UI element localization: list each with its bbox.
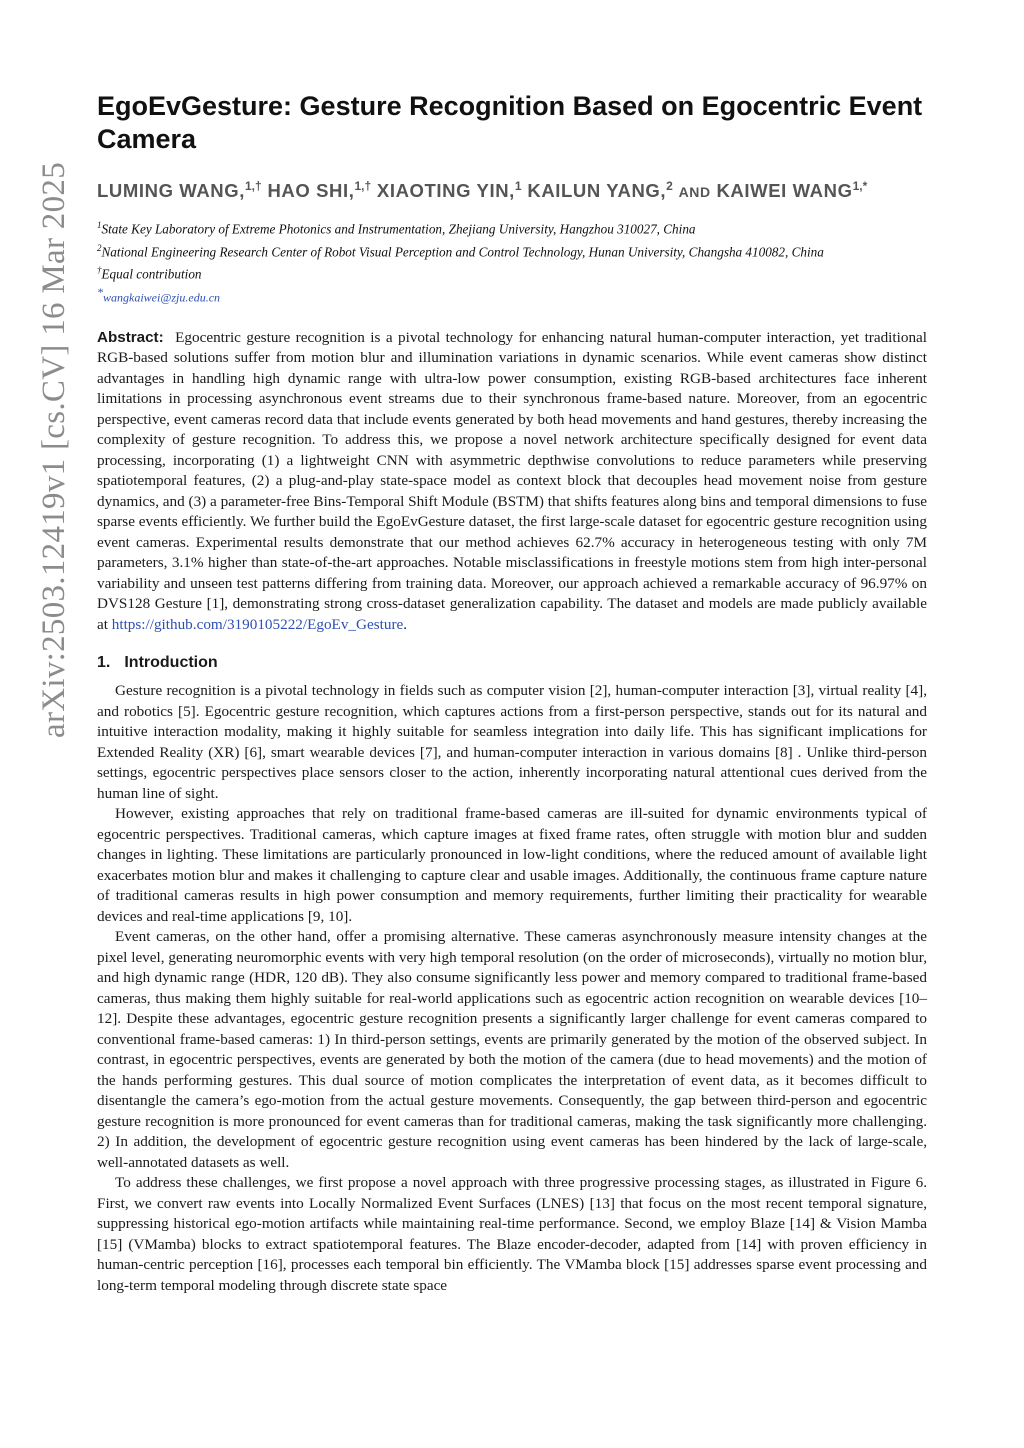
author: KAIWEI $WANG^{1,*}$	[716, 179, 868, 202]
author: XIAOTING YIN,$^1$	[376, 179, 522, 202]
author-conjunction: AND	[678, 184, 711, 201]
affiliation: $^1$State Key Laboratory of Extreme Photonics and Instrumentation, Zhejiang University, Hangzhou 310027, China	[97, 220, 696, 237]
affiliation: †Equal contribution	[97, 264, 202, 282]
author: HAO SHI,$^{1,\dagger}$	[267, 179, 372, 202]
abstract: Abstract: Egocentric gesture recognition is a pivotal technology for enhancing natural human-computer interaction, yet traditional RGB-based solutions suffer from motion blur and illumination variations in dynamic scenarios. While event cameras show distinct advantages in handling high dynamic range with ultra-low power consumption, existing RGB-based architectures face inherent limitations in processing asynchronous event streams due to their synchronous frame-based nature. Moreover, from an egocentric perspective, event cameras record data that include events generated by both head movements and hand gestures, thereby increasing the complexity of gesture recognition. To address this, we propose a novel network architecture specifically designed for event data processing, incorporating (1) a lightweight CNN with asymmetric depthwise convolutions to reduce parameters while preserving spatiotemporal features, (2) a plug-and-play state-space model as context block that decouples head movement noise from gesture dynamics, and (3) a parameter-free Bins-Temporal Shift Module (BSTM) that shifts features along bins and temporal dimensions to fuse sparse events efficiently. We further build the EgoEvGesture dataset, the first large-scale dataset for egocentric gesture recognition using event cameras. Experimental results demonstrate that our method achieves 62.7% accuracy in heterogeneous testing with only 7M parameters, 3.1% higher than state-of-the-art approaches. Notable misclassifications in freestyle motions stem from high inter-personal variability and unseen test patterns differing from training data. Moreover, our approach achieved a remarkable accuracy of 96.97% on DVS128 Gesture [1], demonstrating strong cross-dataset generalization capability. The dataset and models are made publicly available at https://github.com/3190105222/EgoEv_Gesture.	[97, 328, 927, 633]
paper-title: EgoEvGesture: Gesture Recognition Based on Egocentric Event Camera	[97, 91, 923, 154]
arxiv-identifier: arXiv:2503.12419v1 [cs.CV] 16 Mar 2025	[36, 162, 72, 738]
section-heading-introduction: 1. Introduction	[97, 654, 218, 672]
affiliations	[97, 216, 927, 308]
paragraph: However, existing approaches that rely on traditional frame-based cameras are ill-suited for dynamic environments typical of egocentric perspectives. Traditional cameras, which capture images at fixed frame rates, often struggle with motion blur and sudden changes in lighting. These limitations are particularly pronounced in low-light conditions, where the reduced amount of available light exacerbates motion blur and makes it challenging to capture clear and usable images. Additionally, the continuous frame capture nature of traditional cameras results in high power consumption and memory requirements, further limiting their practicality for wearable devices and real-time applications [9, 10].	[97, 805, 927, 925]
author-list	[97, 174, 927, 204]
author: KAILUN YANG,$^2$	[527, 179, 673, 202]
abstract-text: Egocentric gesture recognition is a pivotal technology for enhancing natural human-computer interaction, yet traditional RGB-based solutions suffer from motion blur and illumination variations in dynamic scenarios. While event cameras show distinct advantages in handling high dynamic range with ultra-low power consumption, existing RGB-based architectures face inherent limitations in processing asynchronous event streams due to their synchronous frame-based nature. Moreover, from an egocentric perspective, event cameras record data that include events generated by both head movements and hand gestures, thereby increasing the complexity of gesture recognition. To address this, we propose a novel network architecture specifically designed for event data processing, incorporating (1) a lightweight CNN with asymmetric depthwise convolutions to reduce parameters while preserving spatiotemporal features, (2) a plug-and-play state-space model as context block that decouples head movement noise from gesture dynamics, and (3) a parameter-free Bins-Temporal Shift Module (BSTM) that shifts features along bins and temporal dimensions to fuse sparse events efficiently. We further build the EgoEvGesture dataset, the first large-scale dataset for egocentric gesture recognition using event cameras. Experimental results demonstrate that our method achieves 62.7% accuracy in heterogeneous testing with only 7M parameters, 3.1% higher than state-of-the-art approaches. Notable misclassifications in freestyle motions stem from high inter-personal variability and unseen test patterns differing from training data. Moreover, our approach achieved a remarkable accuracy of 96.97% on DVS128 Gesture [1], demonstrating strong cross-dataset generalization capability. The dataset and models are made publicly available at	[97, 328, 927, 633]
abstract-heading: Abstract:	[97, 328, 164, 346]
paper-page	[97, 90, 927, 1296]
author: LUMING WANG,$^{1,\dagger}$	[97, 179, 262, 202]
contact-email[interactable]: *wangkaiwei@zju.edu.cn	[97, 285, 221, 305]
paragraph: To address these challenges, we first propose a novel approach with three progressive processing stages, as illustrated in Figure 6. First, we convert raw events into Locally Normalized Event Surfaces (LNES) [13] that focus on the most recent temporal signature, suppressing historical ego-motion artifacts while maintaining real-time performance. Second, we employ Blaze [14] & Vision Mamba [15] (VMamba) blocks to extract spatiotemporal features. The Blaze encoder-decoder, adapted from [14] with proven efficiency in human-centric perception [16], processes each temporal bin efficiently. The VMamba block [15] addresses sparse event processing and long-term temporal modeling through discrete state space	[97, 1174, 927, 1294]
paragraph: Gesture recognition is a pivotal technology in fields such as computer vision [2], human-computer interaction [3], virtual reality [4], and robotics [5]. Egocentric gesture recognition, which captures actions from a first-person perspective, stands out for its natural and intuitive interaction modality, making it highly suitable for seamless integration into daily life. This has significant implications for Extended Reality (XR) [6], smart wearable devices [7], and human-computer interaction in various domains [8] . Unlike third-person settings, egocentric perspectives place sensors closer to the action, inherently incorporating natural attentional cues derived from the human line of sight.	[97, 682, 927, 802]
paragraph: Event cameras, on the other hand, offer a promising alternative. These cameras asynchronously measure intensity changes at the pixel level, generating neuromorphic events with very high temporal resolution (on the order of microseconds), virtually no motion blur, and high dynamic range (HDR, 120 dB). They also consume significantly less power and memory compared to traditional frame-based cameras, thus making them highly suitable for real-world applications such as egocentric action recognition on wearable devices [10–12]. Despite these advantages, egocentric gesture recognition presents a significantly larger challenge for event cameras compared to conventional frame-based cameras: 1) In third-person settings, events are primarily generated by the motion of the observed subject. In contrast, in egocentric perspectives, events are generated by both the motion of the camera (due to head movements) and the motion of the hands performing gestures. This dual source of motion complicates the interpretation of event data, as it becomes difficult to disentangle the camera’s ego-motion from the actual gesture movements. Consequently, the gap between third-person and egocentric gesture recognition is more pronounced for event cameras than for traditional cameras, making the task significantly more challenging. 2) In addition, the development of egocentric gesture recognition using event cameras has been hindered by the lack of large-scale, well-annotated datasets as well.	[97, 928, 927, 1171]
repository-link[interactable]: https://github.com/3190105222/EgoEv_Gesture	[111, 615, 404, 633]
affiliation: $^2$National Engineering Research Center of Robot Visual Perception and Control Technology, Hunan University, Changsha 410082, China	[97, 242, 824, 259]
